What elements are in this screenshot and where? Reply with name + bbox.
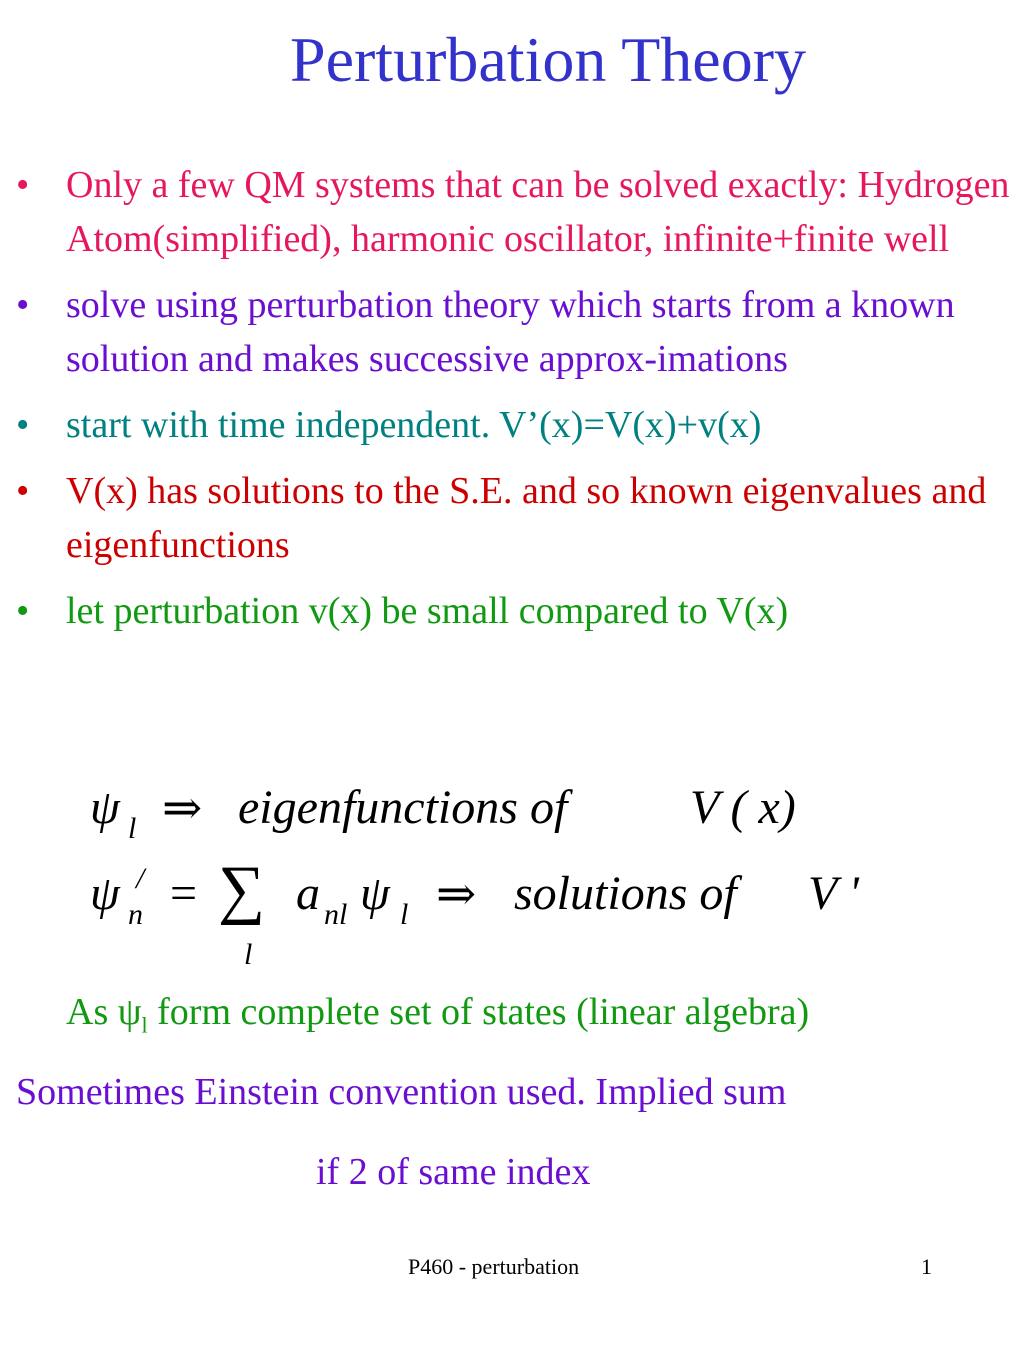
- eq1-psi-subscript: l: [128, 812, 137, 845]
- bullet-text: solve using perturbation theory which starts from a known solution and makes successive approx-imations: [66, 284, 955, 380]
- note-same-index: if 2 of same index: [316, 1151, 591, 1193]
- note-complete-set: [66, 990, 809, 1039]
- bullet-list: [0, 158, 1024, 650]
- bullet-item: [0, 398, 1024, 452]
- slide-title: Perturbation Theory: [289, 24, 807, 95]
- bullet-text: Only a few QM systems that can be solved exactly: Hydrogen Atom(simplified), harmonic oscillator, infinite+finite well: [66, 164, 1010, 260]
- page-number: 1: [921, 1254, 932, 1279]
- eq1-psi: ψ: [90, 781, 120, 834]
- note1-prefix: As ψ: [66, 991, 142, 1033]
- bullet-item: [0, 584, 1024, 638]
- bullet-dot: •: [16, 470, 30, 512]
- eq2-psi2-subscript: l: [400, 898, 409, 931]
- eq1-text: eigenfunctions of: [238, 781, 568, 834]
- bullet-item: [0, 464, 1024, 572]
- bullet-text: V(x) has solutions to the S.E. and so known eigenvalues and eigenfunctions: [66, 470, 987, 566]
- bullet-text: start with time independent. V’(x)=V(x)+v(x): [66, 404, 762, 446]
- eq2-coefficient-subscript: nl: [324, 898, 348, 931]
- bullet-text: let perturbation v(x) be small compared to V(x): [66, 590, 789, 632]
- footer-label: P460 - perturbation: [408, 1254, 580, 1279]
- eq2-psi-subscript: n: [128, 898, 143, 931]
- eq2-psi2: ψ: [360, 867, 390, 920]
- bullet-item: [0, 278, 1024, 386]
- eq1-function: V ( x): [690, 781, 796, 834]
- eq1-implies-arrow: ⇒: [162, 782, 203, 835]
- note-einstein-convention: Sometimes Einstein convention used. Implied sum: [16, 1071, 787, 1113]
- eq2-function: V ': [808, 867, 859, 920]
- note1-subscript: l: [141, 1012, 148, 1038]
- bullet-dot: •: [16, 590, 30, 632]
- bullet-dot: •: [16, 164, 30, 206]
- bullet-item: [0, 158, 1024, 266]
- eq2-sum-index: l: [244, 938, 253, 971]
- eq2-equals: =: [170, 867, 198, 920]
- summation-icon: ∑: [218, 853, 266, 926]
- eq2-psi-superscript: /: [136, 862, 145, 895]
- note1-suffix: form complete set of states (linear algebra): [147, 991, 810, 1033]
- eq2-text: solutions of: [514, 867, 737, 920]
- bullet-dot: •: [16, 404, 30, 446]
- bullet-dot: •: [16, 284, 30, 326]
- eq2-psi: ψ: [90, 867, 120, 920]
- eq2-coefficient: a: [296, 867, 320, 920]
- eq2-implies-arrow: ⇒: [436, 868, 477, 921]
